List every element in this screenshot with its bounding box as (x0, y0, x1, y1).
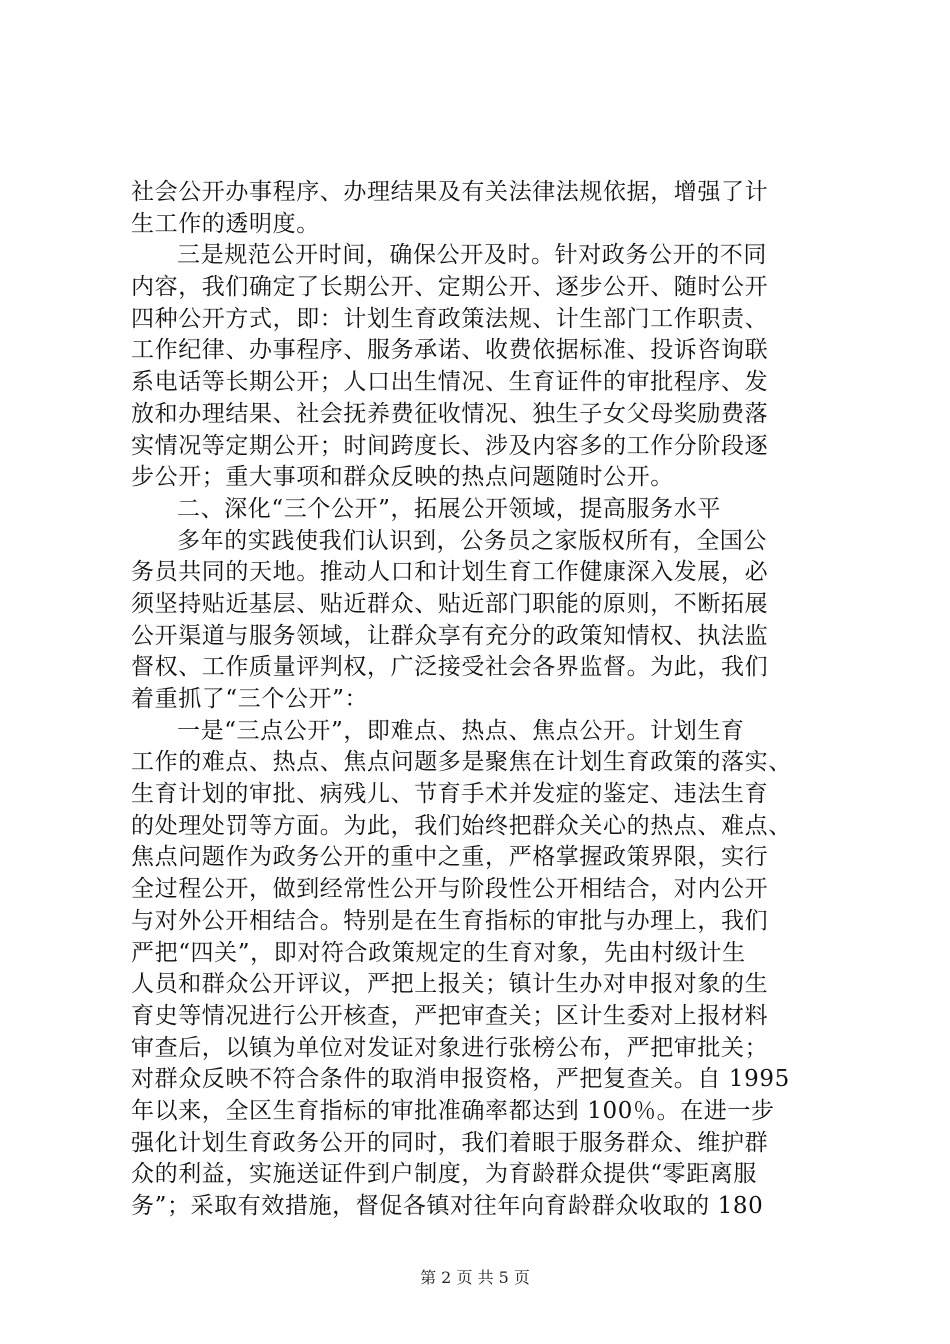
text-line: 焦点问题作为政务公开的重中之重，严格掌握政策界限，实行 (131, 844, 769, 871)
paragraph-start-line: 一是“三点公开”，即难点、热点、焦点公开。计划生育 (177, 717, 745, 744)
text-line: 对群众反映不符合条件的取消申报资格，严把复查关。自 1995 (131, 1066, 790, 1093)
text-line: 公开渠道与服务领域，让群众享有充分的政策知情权、执法监 (131, 622, 769, 649)
text-line: 的处理处罚等方面。为此，我们始终把群众关心的热点、难点、 (131, 812, 792, 839)
text-line: 全过程公开，做到经常性公开与阶段性公开相结合，对内公开 (131, 876, 769, 903)
text-line: 社会公开办事程序、办理结果及有关法律法规依据，增强了计 (131, 179, 769, 205)
text-line: 工作的难点、热点、焦点问题多是聚焦在计划生育政策的落实、 (131, 749, 792, 776)
text-line: 强化计划生育政务公开的同时，我们着眼于服务群众、维护群 (131, 1129, 769, 1156)
text-line: 人员和群众公开评议，严把上报关；镇计生办对申报对象的生 (131, 971, 769, 998)
text-line: 严把“四关”，即对符合政策规定的生育对象，先由村级计生 (131, 939, 746, 966)
text-line: 放和办理结果、社会抚养费征收情况、独生子女父母奖励费落 (131, 400, 769, 427)
text-line: 四种公开方式，即：计划生育政策法规、计生部门工作职责、 (131, 305, 769, 332)
text-line: 生育计划的审批、病残儿、节育手术并发症的鉴定、违法生育 (131, 781, 769, 808)
text-line: 育史等情况进行公开核查，严把审查关；区计生委对上报材料 (131, 1002, 769, 1029)
text-line: 步公开；重大事项和群众反映的热点问题随时公开。 (131, 464, 674, 491)
text-line: 着重抓了“三个公开”： (131, 686, 369, 712)
paragraph-start-line: 多年的实践使我们认识到，公务员之家版权所有，全国公 (177, 527, 767, 554)
text-line: 实情况等定期公开；时间跨度长、涉及内容多的工作分阶段逐 (131, 432, 769, 459)
text-line: 督权、工作质量评判权，广泛接受社会各界监督。为此，我们 (131, 654, 769, 681)
text-line: 内容，我们确定了长期公开、定期公开、逐步公开、随时公开 (131, 274, 769, 301)
text-line: 系电话等长期公开；人口出生情况、生育证件的审批程序、发 (131, 369, 769, 396)
text-line: 务员共同的天地。推动人口和计划生育工作健康深入发展，必 (131, 559, 769, 586)
text-line: 年以来，全区生育指标的审批准确率都达到 100％。在进一步 (131, 1097, 775, 1124)
text-line: 审查后，以镇为单位对发证对象进行张榜公布，严把审批关； (131, 1034, 769, 1061)
text-line: 务”；采取有效措施，督促各镇对往年向育龄群众收取的 180 (131, 1193, 764, 1219)
text-line: 须坚持贴近基层、贴近群众、贴近部门职能的原则，不断拓展 (131, 590, 769, 617)
page-number-footer: 第 2 页 共 5 页 (420, 1268, 530, 1287)
document-body (131, 177, 831, 1223)
text-line: 生工作的透明度。 (131, 210, 320, 237)
section-heading: 二、深化“三个公开”，拓展公开领域，提高服务水平 (177, 495, 721, 522)
paragraph-start-line: 三是规范公开时间，确保公开及时。针对政务公开的不同 (177, 242, 767, 269)
text-line: 与对外公开相结合。特别是在生育指标的审批与办理上，我们 (131, 907, 769, 934)
text-line: 众的利益，实施送证件到户制度，为育龄群众提供“零距离服 (131, 1161, 757, 1188)
text-line: 工作纪律、办事程序、服务承诺、收费依据标准、投诉咨询联 (131, 337, 769, 364)
